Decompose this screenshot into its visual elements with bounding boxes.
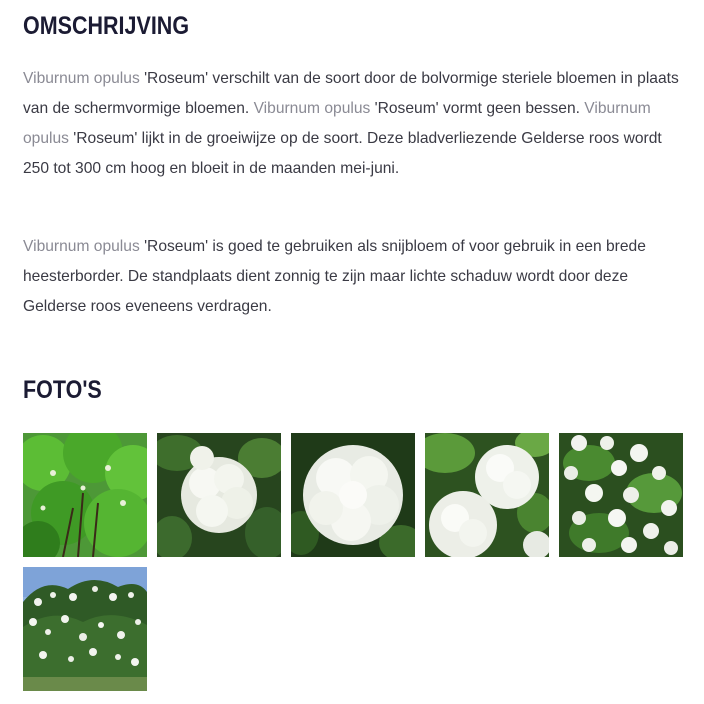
photo-thumbnail-5[interactable] — [559, 433, 683, 557]
latin-name: Viburnum opulus — [23, 238, 140, 255]
photo-thumbnail-1[interactable] — [23, 433, 147, 557]
photo-thumbnail-6[interactable] — [23, 567, 147, 691]
latin-name: Viburnum opulus — [23, 100, 651, 147]
latin-name: Viburnum opulus — [23, 70, 140, 87]
shrub-photo-icon — [23, 433, 147, 557]
flowering-tree-photo-icon — [23, 567, 147, 691]
description-text: 'Roseum' vormt geen bessen. — [370, 100, 585, 117]
description-heading: OMSCHRIJVING — [23, 12, 190, 40]
photos-heading: FOTO'S — [23, 376, 102, 404]
flower-ball-photo-icon — [157, 433, 281, 557]
latin-name: Viburnum opulus — [253, 100, 371, 117]
flowering-branches-photo-icon — [559, 433, 683, 557]
photo-thumbnail-4[interactable] — [425, 433, 549, 557]
description-text: 'Roseum' verschilt van de soort door de bolvormige steriele bloemen in plaats van de schermvormige bloemen. — [23, 70, 679, 117]
description-text: 'Roseum' is goed te gebruiken als snijbloem of voor gebruik in een brede heesterborder. De standplaats dient zonnig te zijn maar lichte schaduw wordt door deze Gelderse roos eveneens verdragen. — [23, 238, 646, 315]
description-paragraph-1 — [23, 64, 683, 184]
description-paragraph-2 — [23, 232, 683, 322]
flower-closeup-photo-icon — [291, 433, 415, 557]
photo-thumbnail-3[interactable] — [291, 433, 415, 557]
photo-thumbnail-2[interactable] — [157, 433, 281, 557]
flower-cluster-photo-icon — [425, 433, 549, 557]
description-text: 'Roseum' lijkt in de groeiwijze op de soort. Deze bladverliezende Gelderse roos wordt 250 tot 300 cm hoog en bloeit in de maanden mei-juni. — [23, 130, 662, 177]
